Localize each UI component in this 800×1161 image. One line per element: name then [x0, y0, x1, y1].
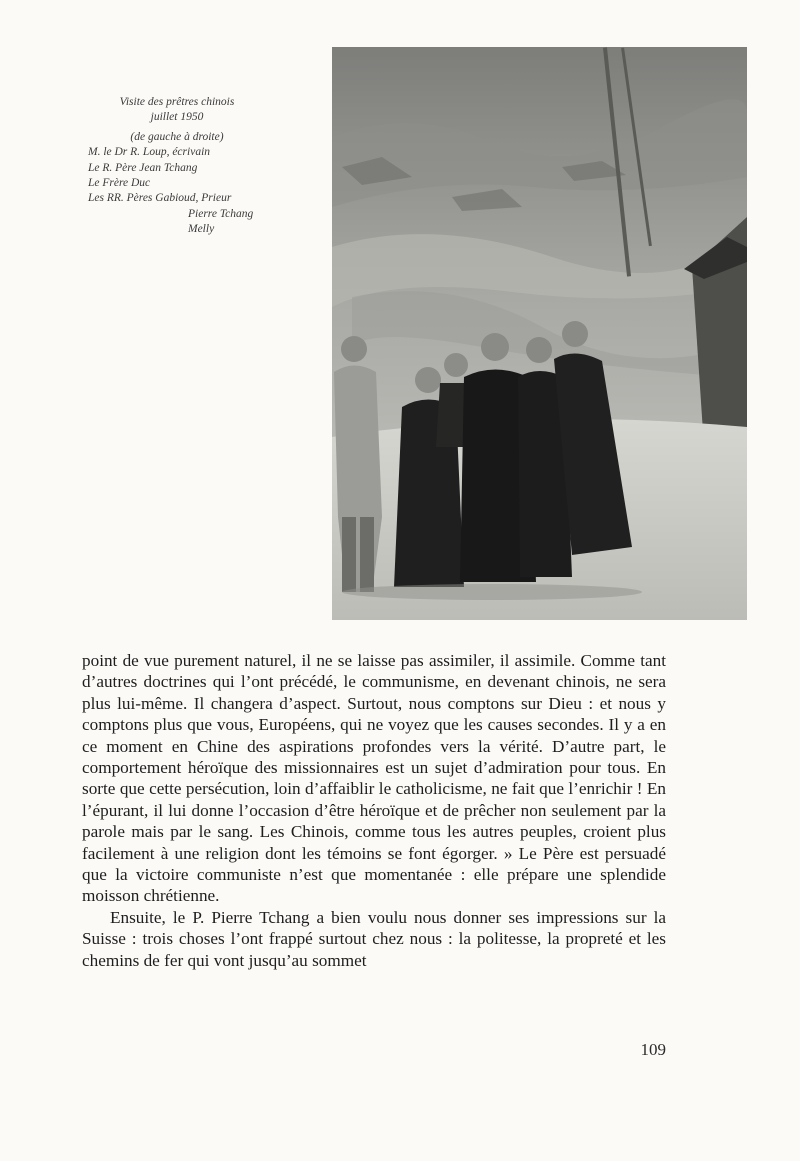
article-text — [82, 650, 666, 971]
photo-caption — [88, 95, 288, 238]
caption-person: Les RR. Pères Gabioud, Prieur — [88, 192, 232, 205]
paragraph: point de vue purement naturel, il ne se laisse pas assimiler, il assimile. Comme tant d’autres doctrines qui l’ont précédé, le communisme, en devenant chinois, ne sera plus lui-même. Il changera d’aspect. Surtout, nous comptons sur Dieu : et nous y comptons plus que vous, Européens, qui ne voyez que les causes secondes. Il y a en ce moment en Chine des aspirations profondes vers la vérité. D’autre part, le comportement héroïque des missionnaires est un sujet d’admiration pour tous. En sorte que cette persécution, loin d’affaiblir le catholicisme, ne fait que l’enrichir ! En l’épurant, il lui donne l’occasion d’être héroïque et de prêcher non seulement par la parole mais par le sang. Les Chinois, comme tous les autres peuples, croient plus facilement à une religion dont les témoins se font égorger. » Le Père est persuadé que la victoire communiste n’est que momentanée : elle prépare une splendide moisson chrétienne. — [82, 651, 666, 906]
caption-date: juillet 1950 — [150, 111, 204, 124]
group-photo-icon — [332, 47, 747, 620]
group-photo — [332, 47, 747, 620]
caption-person: M. le Dr R. Loup, écrivain — [88, 146, 211, 159]
caption-person: Le Frère Duc — [88, 177, 151, 190]
caption-person: Le R. Père Jean Tchang — [88, 161, 198, 174]
page-number: 109 — [640, 1040, 666, 1059]
caption-person: Pierre Tchang — [188, 207, 254, 220]
caption-person: Melly — [188, 223, 215, 236]
caption-order: (de gauche à droite) — [130, 130, 224, 143]
paragraph: Ensuite, le P. Pierre Tchang a bien voulu nous donner ses impressions sur la Suisse : trois choses l’ont frappé surtout chez nous : la politesse, la propreté et les chemins de fer qui vont jusqu’au sommet — [82, 907, 666, 970]
caption-title: Visite des prêtres chinois — [119, 96, 235, 108]
